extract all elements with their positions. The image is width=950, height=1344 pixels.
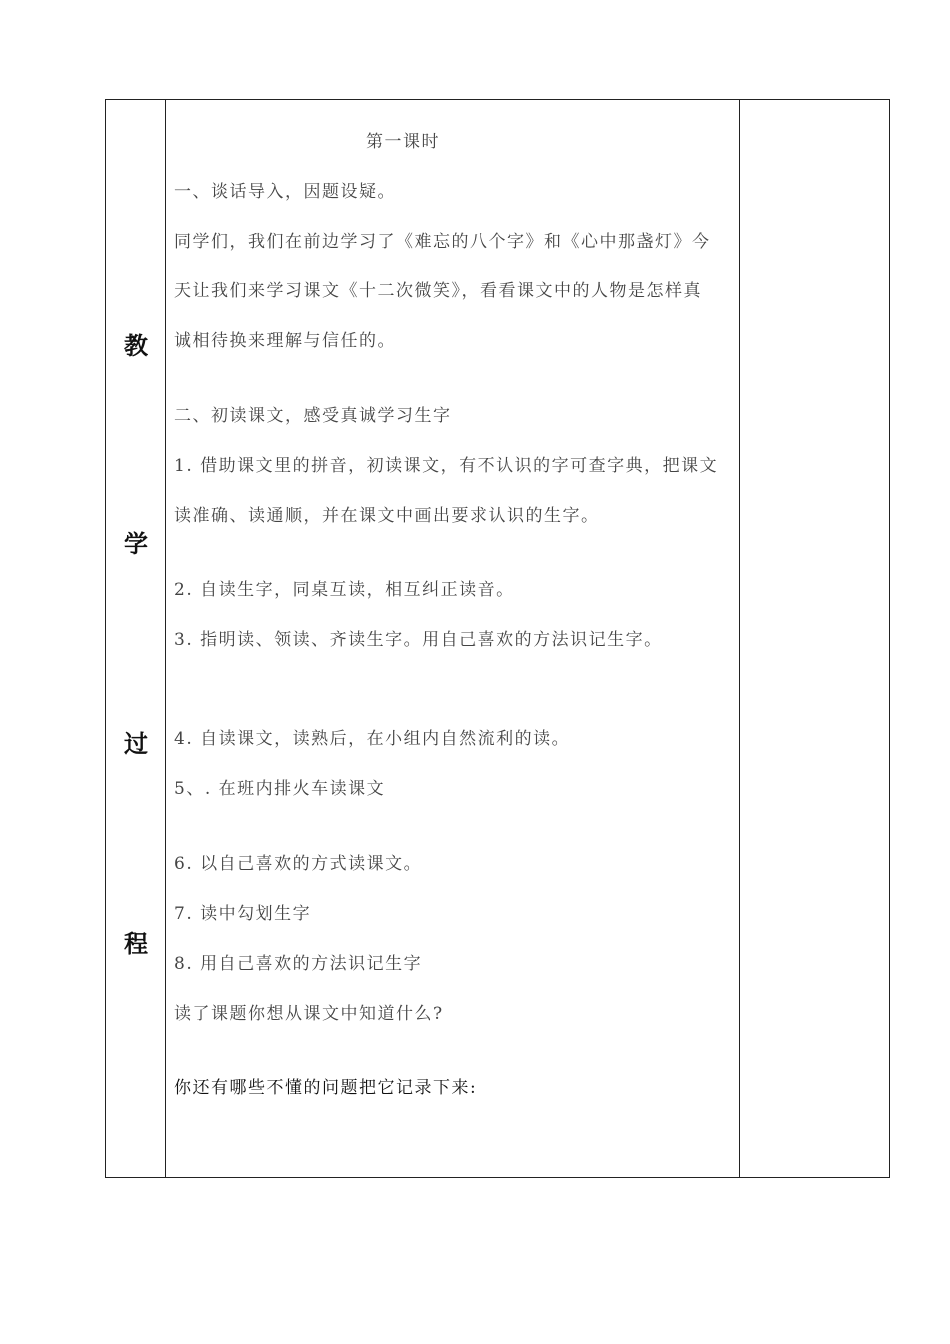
- paragraph-line: 同学们，我们在前边学习了《难忘的八个字》和《心中那盏灯》今: [174, 232, 711, 252]
- question-line: 读了课题你想从课文中知道什么?: [174, 1004, 444, 1024]
- list-item: 4. 自读课文，读熟后，在小组内自然流利的读。: [174, 729, 571, 749]
- list-item: 6. 以自己喜欢的方式读课文。: [174, 854, 423, 874]
- side-label-char: 过: [124, 730, 148, 758]
- column-divider-left: [165, 100, 166, 1177]
- side-label-char: 程: [124, 930, 148, 958]
- side-label-char: 学: [124, 530, 148, 558]
- question-line: 你还有哪些不懂的问题把它记录下来:: [174, 1078, 478, 1098]
- side-label-char: 教: [124, 332, 148, 360]
- list-item: 7. 读中勾划生字: [174, 904, 312, 924]
- list-item: 8. 用自己喜欢的方法识记生字: [174, 954, 423, 974]
- list-item: 5、. 在班内排火车读课文: [174, 779, 386, 799]
- paragraph-line: 诚相待换来理解与信任的。: [174, 331, 396, 351]
- paragraph-line: 天让我们来学习课文《十二次微笑》，看看课文中的人物是怎样真: [174, 281, 702, 301]
- lesson-title: 第一课时: [366, 132, 440, 152]
- column-divider-right: [739, 100, 740, 1177]
- list-item-continuation: 读准确、读通顺，并在课文中画出要求认识的生字。: [174, 506, 600, 526]
- list-item: 1. 借助课文里的拼音，初读课文，有不认识的字可查字典，把课文: [174, 456, 719, 476]
- section-heading: 二、初读课文，感受真诚学习生字: [174, 406, 452, 426]
- section-heading: 一、谈话导入，因题设疑。: [174, 182, 396, 202]
- list-item: 3. 指明读、领读、齐读生字。用自己喜欢的方法识记生字。: [174, 630, 663, 650]
- list-item: 2. 自读生字，同桌互读，相互纠正读音。: [174, 580, 515, 600]
